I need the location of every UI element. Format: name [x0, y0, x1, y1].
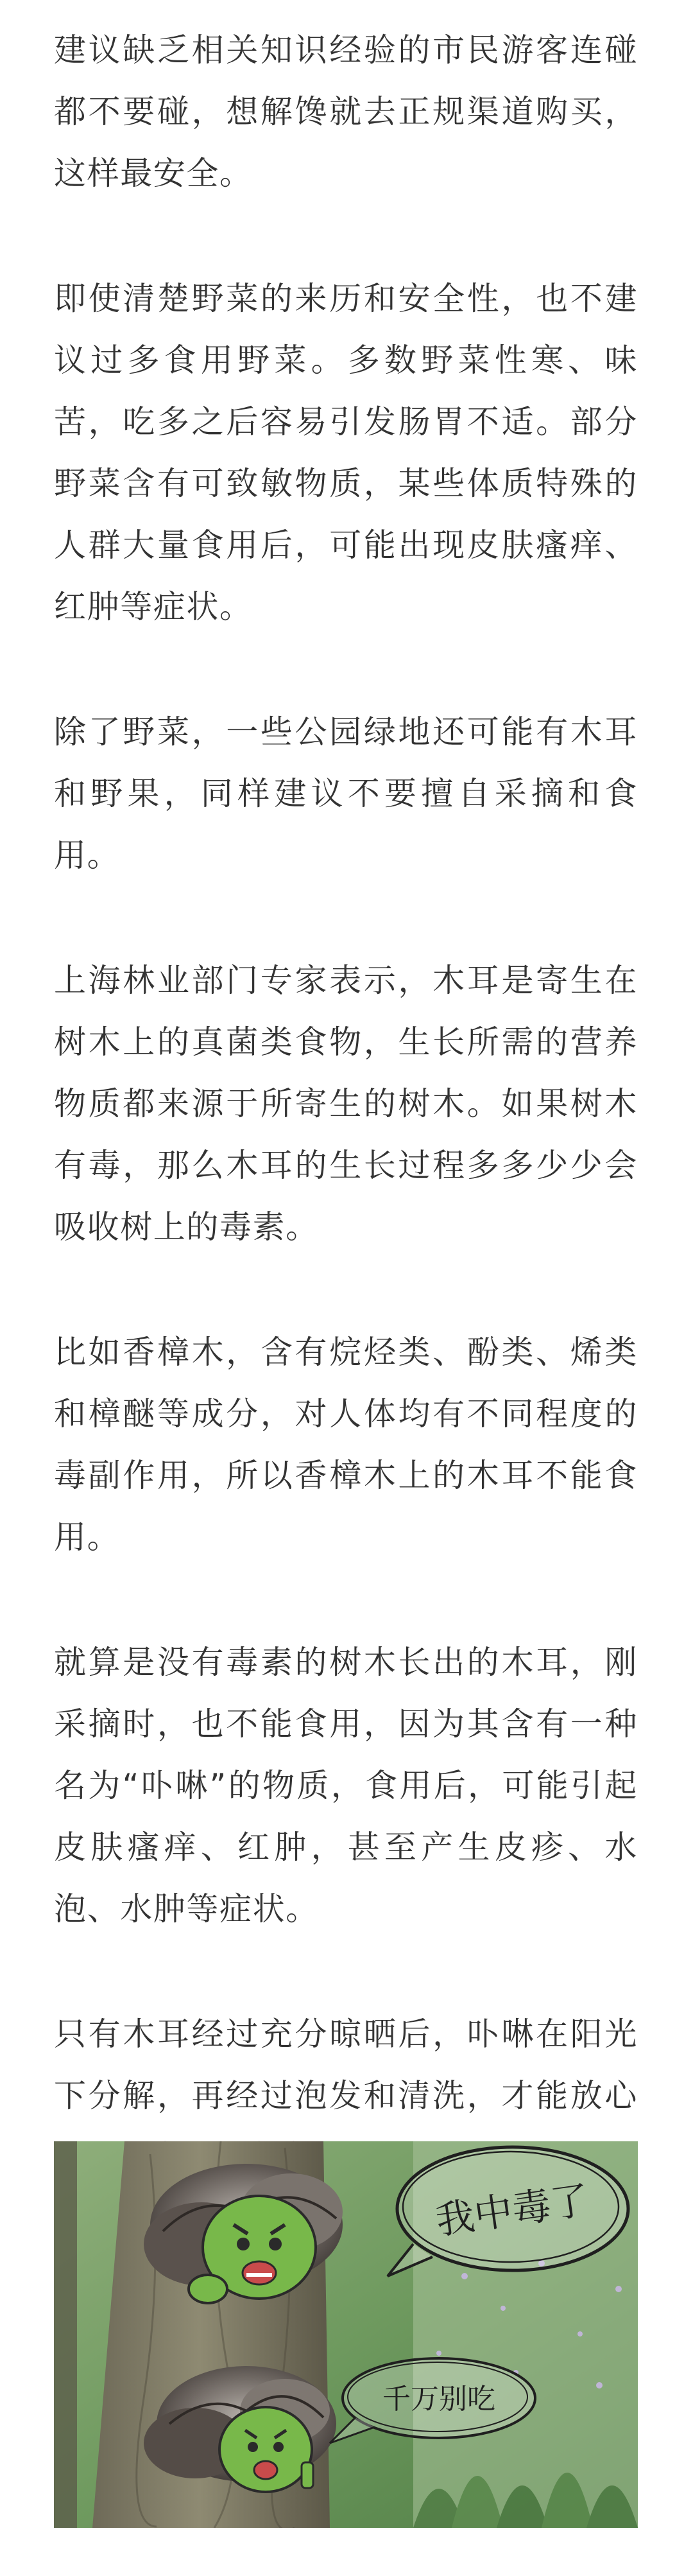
bubble-bottom-text: 千万别吃 [382, 2383, 495, 2415]
paragraph-6: 就算是没有毒素的树木长出的木耳，刚采摘时，也不能食用，因为其含有一种名为“卟啉”的物质，食用后，可能引起皮肤瘙痒、红肿，甚至产生皮疹、水泡、水肿等症状。 [54, 1644, 638, 1928]
bubble-top-text: 我中毒了 [433, 2177, 592, 2244]
paragraph-4: 上海林业部门专家表示，木耳是寄生在树木上的真菌类食物，生长所需的营养物质都来源于所寄生的树木。如果树木有毒，那么木耳的生长过程多多少少会吸收树上的毒素。 [54, 962, 638, 1246]
paragraph-1: 建议缺乏相关知识经验的市民游客连碰都不要碰，想解馋就去正规渠道购买，这样最安全。 [54, 31, 638, 192]
paragraph-3: 除了野菜，一些公园绿地还可能有木耳和野果，同样建议不要擅自采摘和食用。 [54, 713, 638, 874]
wood-ear-illustration [54, 2141, 638, 2528]
paragraph-2: 即使清楚野菜的来历和安全性，也不建议过多食用野菜。多数野菜性寒、味苦，吃多之后容易引发肠胃不适。部分野菜含有可致敏物质，某些体质特殊的人群大量食用后，可能出现皮肤瘙痒、红肿等症状。 [54, 280, 638, 625]
paragraph-5: 比如香樟木，含有烷烃类、酚类、烯类和樟醚等成分，对人体均有不同程度的毒副作用，所以香樟木上的木耳不能食用。 [54, 1334, 638, 1556]
illustration-photo [54, 2141, 638, 2528]
paragraph-7: 只有木耳经过充分晾晒后，卟啉在阳光下分解，再经过泡发和清洗，才能放心 [54, 2015, 638, 2114]
